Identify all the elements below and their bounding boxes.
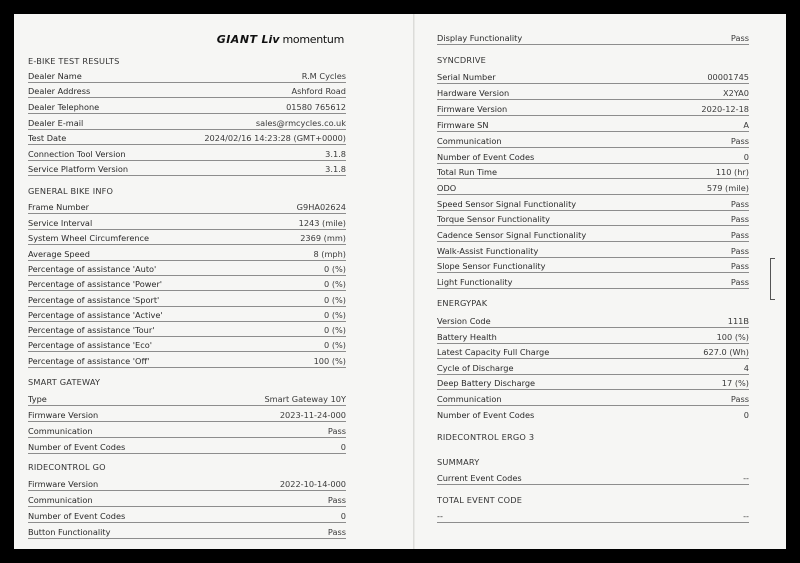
row-label: Number of Event Codes <box>28 442 126 452</box>
row-value: 0 <box>743 410 749 420</box>
brand-logo <box>217 33 344 46</box>
row-label: Dealer Address <box>28 86 91 96</box>
logo-model: momentum <box>282 33 344 46</box>
row-label: Percentage of assistance 'Auto' <box>28 264 157 274</box>
row-label: Communication <box>28 495 93 505</box>
row-label: Percentage of assistance 'Sport' <box>28 295 160 305</box>
row-label: Deep Battery Discharge <box>437 378 536 388</box>
row-value: sales@rmcycles.co.uk <box>255 118 346 128</box>
row-label: Communication <box>437 136 502 146</box>
row-value: Pass <box>730 394 749 404</box>
row-value: Pass <box>730 33 749 43</box>
table-row <box>437 148 749 164</box>
row-label: -- <box>437 511 443 521</box>
row-label: Speed Sensor Signal Functionality <box>437 199 577 209</box>
row-value: 3.1.8 <box>325 164 346 174</box>
row-label: Number of Event Codes <box>437 152 535 162</box>
section-title: GENERAL BIKE INFO <box>28 186 114 196</box>
table-row <box>437 68 749 84</box>
table-row <box>28 352 346 368</box>
table-row <box>28 245 346 261</box>
row-value: -- <box>743 511 749 521</box>
table-row <box>28 160 346 176</box>
row-label: Light Functionality <box>437 277 513 287</box>
row-label: Frame Number <box>28 202 90 212</box>
table-row <box>437 343 749 359</box>
table-row <box>28 82 346 98</box>
row-label: Communication <box>28 426 93 436</box>
row-value: Pass <box>730 214 749 224</box>
row-label: Version Code <box>437 316 491 326</box>
margin-bracket-mark <box>770 258 775 300</box>
row-label: Display Functionality <box>437 33 523 43</box>
row-value: 110 (hr) <box>715 167 749 177</box>
row-value: 0 (%) <box>324 310 346 320</box>
table-row <box>437 242 749 258</box>
row-value: 0 (%) <box>324 325 346 335</box>
logo-brand: GIANT <box>216 33 258 46</box>
logo-sub: Liv <box>261 33 280 46</box>
table-row <box>437 132 749 148</box>
table-row <box>437 195 749 211</box>
row-value: 3.1.8 <box>325 149 346 159</box>
table-row <box>437 406 749 421</box>
row-label: Connection Tool Version <box>28 149 126 159</box>
table-row <box>28 306 346 322</box>
table-row <box>437 210 749 226</box>
row-value: 01580 765612 <box>286 102 346 112</box>
row-label: Cadence Sensor Signal Functionality <box>437 230 587 240</box>
row-label: Hardware Version <box>437 88 510 98</box>
row-value: 4 <box>743 363 749 373</box>
table-row <box>437 374 749 390</box>
table-row <box>28 475 346 491</box>
row-value: 579 (mile) <box>706 183 749 193</box>
row-value: -- <box>743 473 749 483</box>
row-value: 2022-10-14-000 <box>279 479 346 489</box>
table-row <box>437 328 749 344</box>
table-row <box>28 229 346 245</box>
row-value: 00001745 <box>707 72 749 82</box>
row-label: Percentage of assistance 'Off' <box>28 356 150 366</box>
row-label: Cycle of Discharge <box>437 363 514 373</box>
row-value: Smart Gateway 10Y <box>264 394 346 404</box>
table-row <box>437 84 749 100</box>
row-value: Pass <box>730 246 749 256</box>
row-value: 0 <box>743 152 749 162</box>
row-value: 2024/02/16 14:23:28 (GMT+0000) <box>204 133 346 143</box>
row-value: 0 (%) <box>324 279 346 289</box>
row-label: Dealer Name <box>28 71 82 81</box>
table-row <box>437 507 749 523</box>
row-value: Pass <box>730 261 749 271</box>
row-value: 1243 (mile) <box>298 218 346 228</box>
row-label: Number of Event Codes <box>28 511 126 521</box>
table-row <box>437 257 749 273</box>
row-label: Total Run Time <box>437 167 498 177</box>
row-value: Pass <box>327 426 346 436</box>
left-page <box>28 14 346 549</box>
row-label: Latest Capacity Full Charge <box>437 347 550 357</box>
row-label: System Wheel Circumference <box>28 233 150 243</box>
table-row <box>28 291 346 307</box>
table-row <box>437 226 749 242</box>
table-row <box>28 98 346 114</box>
table-row <box>437 100 749 116</box>
table-row <box>28 67 346 83</box>
table-row <box>28 390 346 406</box>
row-label: Torque Sensor Functionality <box>437 214 550 224</box>
row-label: Communication <box>437 394 502 404</box>
row-label: Percentage of assistance 'Active' <box>28 310 163 320</box>
row-value: 0 (%) <box>324 264 346 274</box>
section-title: SMART GATEWAY <box>28 377 101 387</box>
row-label: Button Functionality <box>28 527 111 537</box>
row-label: Percentage of assistance 'Tour' <box>28 325 155 335</box>
table-row <box>437 469 749 485</box>
table-row <box>28 336 346 352</box>
row-value: A <box>743 120 749 130</box>
row-label: Test Date <box>28 133 67 143</box>
table-row <box>28 321 346 337</box>
row-label: ODO <box>437 183 457 193</box>
row-label: Number of Event Codes <box>437 410 535 420</box>
table-row <box>28 145 346 161</box>
row-value: 111B <box>727 316 749 326</box>
row-value: 0 <box>340 511 346 521</box>
table-row <box>437 163 749 179</box>
section-title: E-BIKE TEST RESULTS <box>28 56 120 66</box>
table-row <box>28 523 346 539</box>
row-value: G9HA02624 <box>296 202 346 212</box>
row-label: Slope Sensor Functionality <box>437 261 546 271</box>
row-label: Service Interval <box>28 218 93 228</box>
row-value: 100 (%) <box>716 332 749 342</box>
row-label: Firmware Version <box>437 104 508 114</box>
row-label: Firmware Version <box>28 479 99 489</box>
table-row <box>28 507 346 523</box>
row-value: 17 (%) <box>721 378 749 388</box>
table-row <box>437 390 749 406</box>
row-label: Firmware SN <box>437 120 489 130</box>
row-value: Ashford Road <box>291 86 346 96</box>
row-value: R.M Cycles <box>301 71 346 81</box>
row-value: Pass <box>730 199 749 209</box>
row-label: Type <box>28 394 47 404</box>
row-value: Pass <box>730 136 749 146</box>
table-row <box>437 312 749 328</box>
row-value: Pass <box>327 527 346 537</box>
table-row <box>437 359 749 375</box>
row-value: 2369 (mm) <box>300 233 346 243</box>
row-value: 2020-12-18 <box>701 104 749 114</box>
table-row <box>28 275 346 291</box>
table-row <box>28 406 346 422</box>
table-row <box>28 198 346 214</box>
row-label: Dealer E-mail <box>28 118 84 128</box>
table-row <box>437 29 749 45</box>
row-label: Percentage of assistance 'Power' <box>28 279 163 289</box>
right-page <box>437 14 749 549</box>
row-value: 0 (%) <box>324 295 346 305</box>
row-value: Pass <box>730 277 749 287</box>
row-label: Walk-Assist Functionality <box>437 246 539 256</box>
row-value: 2023-11-24-000 <box>279 410 346 420</box>
row-value: Pass <box>730 230 749 240</box>
row-label: Dealer Telephone <box>28 102 100 112</box>
table-row <box>28 491 346 507</box>
row-label: Serial Number <box>437 72 496 82</box>
table-row <box>28 129 346 145</box>
section-title: RIDECONTROL GO <box>28 462 106 472</box>
row-label: Current Event Codes <box>437 473 522 483</box>
table-row <box>28 260 346 276</box>
row-value: Pass <box>327 495 346 505</box>
table-row <box>437 116 749 132</box>
table-row <box>28 438 346 454</box>
table-row <box>28 422 346 438</box>
row-value: X2YA0 <box>723 88 749 98</box>
table-row <box>28 114 346 130</box>
row-label: Service Platform Version <box>28 164 129 174</box>
row-label: Percentage of assistance 'Eco' <box>28 340 152 350</box>
section-title: ENERGYPAK <box>437 298 488 308</box>
row-value: 8 (mph) <box>313 249 346 259</box>
row-value: 627.0 (Wh) <box>703 347 749 357</box>
row-value: 0 (%) <box>324 340 346 350</box>
section-title: TOTAL EVENT CODE <box>437 495 523 505</box>
section-title: SUMMARY <box>437 457 480 467</box>
row-label: Average Speed <box>28 249 90 259</box>
row-label: Firmware Version <box>28 410 99 420</box>
row-label: Battery Health <box>437 332 497 342</box>
row-value: 0 <box>340 442 346 452</box>
page-fold <box>413 14 415 549</box>
table-row <box>437 273 749 289</box>
table-row <box>437 179 749 195</box>
table-row <box>28 214 346 230</box>
document-scan <box>14 14 786 549</box>
section-title: SYNCDRIVE <box>437 55 487 65</box>
row-value: 100 (%) <box>313 356 346 366</box>
section-title: RIDECONTROL ERGO 3 <box>437 432 535 442</box>
